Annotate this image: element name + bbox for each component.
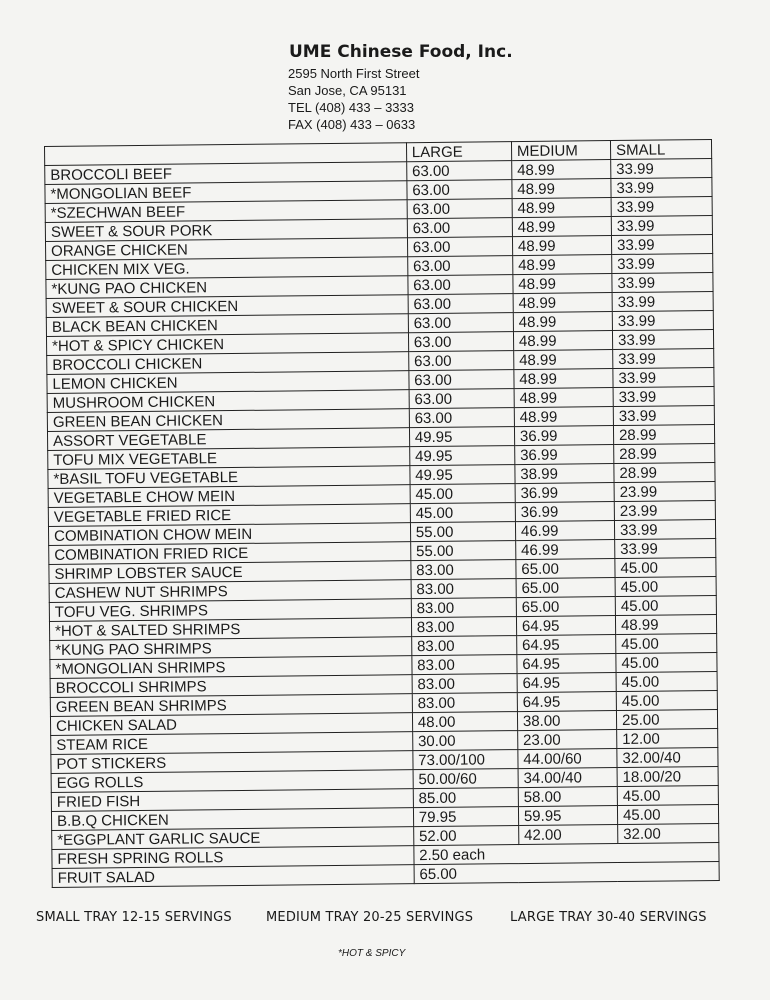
medium-tray-servings: MEDIUM TRAY 20-25 SERVINGS xyxy=(266,910,474,925)
price-large: 85.00 xyxy=(413,788,518,808)
street-address: 2595 North First Street xyxy=(288,66,420,81)
price-medium: 34.00/40 xyxy=(518,768,617,788)
large-tray-servings: LARGE TRAY 30-40 SERVINGS xyxy=(510,910,707,925)
price-medium: 48.99 xyxy=(512,160,611,180)
price-small: 45.00 xyxy=(616,690,717,710)
price-large: 83.00 xyxy=(412,655,517,675)
item-name: TOFU MIX VEGETABLE xyxy=(48,447,410,470)
price-medium: 48.99 xyxy=(513,331,612,351)
price-small: 12.00 xyxy=(617,728,718,748)
item-name: FRIED FISH xyxy=(51,789,413,812)
price-large: 83.00 xyxy=(411,598,516,618)
price-medium: 42.00 xyxy=(519,825,618,845)
item-name: *BASIL TOFU VEGETABLE xyxy=(48,466,410,489)
item-name: POT STICKERS xyxy=(51,751,413,774)
item-name: ASSORT VEGETABLE xyxy=(47,428,409,451)
item-name: BROCCOLI SHRIMPS xyxy=(50,675,412,698)
item-name: VEGETABLE FRIED RICE xyxy=(48,504,410,527)
price-small: 33.99 xyxy=(612,254,713,274)
item-name: EGG ROLLS xyxy=(51,770,413,793)
price-large: 83.00 xyxy=(411,617,516,637)
item-name: *SZECHWAN BEEF xyxy=(45,200,407,223)
price-large: 49.95 xyxy=(409,446,514,466)
price-all-sizes: 2.50 each xyxy=(414,842,719,864)
price-small: 33.99 xyxy=(612,273,713,293)
price-large: 49.95 xyxy=(410,465,515,485)
price-small: 33.99 xyxy=(615,538,716,558)
price-small: 45.00 xyxy=(617,804,718,824)
price-medium: 59.95 xyxy=(518,806,617,826)
price-small: 28.99 xyxy=(613,424,714,444)
price-large: 83.00 xyxy=(412,674,517,694)
price-large: 49.95 xyxy=(409,427,514,447)
price-large: 55.00 xyxy=(410,522,515,542)
price-large: 83.00 xyxy=(411,579,516,599)
item-name: *KUNG PAO CHICKEN xyxy=(46,276,408,299)
price-small: 23.99 xyxy=(614,481,715,501)
price-medium: 64.95 xyxy=(517,654,616,674)
price-small: 32.00 xyxy=(618,823,719,843)
item-name: *EGGPLANT GARLIC SAUCE xyxy=(52,827,414,850)
item-name: BROCCOLI CHICKEN xyxy=(47,352,409,375)
price-small: 45.00 xyxy=(616,652,717,672)
price-medium: 38.99 xyxy=(515,464,614,484)
item-name: GREEN BEAN CHICKEN xyxy=(47,409,409,432)
price-small: 33.99 xyxy=(613,405,714,425)
price-medium: 48.99 xyxy=(513,312,612,332)
price-medium: 65.00 xyxy=(516,597,615,617)
price-medium: 64.95 xyxy=(517,692,616,712)
item-name: SHRIMP LOBSTER SAUCE xyxy=(49,561,411,584)
price-small: 45.00 xyxy=(616,633,717,653)
price-small: 32.00/40 xyxy=(617,747,718,767)
price-medium: 44.00/60 xyxy=(518,749,617,769)
price-medium: 46.99 xyxy=(516,540,615,560)
price-medium: 48.99 xyxy=(512,179,611,199)
item-name: COMBINATION CHOW MEIN xyxy=(48,523,410,546)
item-name: COMBINATION FRIED RICE xyxy=(49,542,411,565)
item-name: *HOT & SALTED SHRIMPS xyxy=(49,618,411,641)
price-medium: 48.99 xyxy=(512,198,611,218)
price-small: 45.00 xyxy=(616,671,717,691)
price-medium: 36.99 xyxy=(515,445,614,465)
price-small: 33.99 xyxy=(614,519,715,539)
price-large: 79.95 xyxy=(413,807,518,827)
item-name: CHICKEN MIX VEG. xyxy=(46,257,408,280)
table-body xyxy=(45,159,720,888)
hot-spicy-note: *HOT & SPICY xyxy=(338,948,406,959)
price-large: 63.00 xyxy=(407,218,512,238)
price-small: 28.99 xyxy=(614,443,715,463)
price-large: 30.00 xyxy=(412,731,517,751)
price-large: 45.00 xyxy=(410,503,515,523)
company-address xyxy=(288,65,513,133)
price-medium: 48.99 xyxy=(513,293,612,313)
item-name: VEGETABLE CHOW MEIN xyxy=(48,485,410,508)
price-large: 83.00 xyxy=(411,560,516,580)
item-name: ORANGE CHICKEN xyxy=(46,238,408,261)
price-large: 63.00 xyxy=(407,199,512,219)
price-medium: 46.99 xyxy=(515,521,614,541)
price-medium: 48.99 xyxy=(514,350,613,370)
item-name: GREEN BEAN SHRIMPS xyxy=(50,694,412,717)
price-large: 63.00 xyxy=(408,294,513,314)
item-name: SWEET & SOUR CHICKEN xyxy=(46,295,408,318)
price-small: 28.99 xyxy=(614,462,715,482)
price-small: 23.99 xyxy=(614,500,715,520)
letterhead xyxy=(288,42,513,133)
price-medium: 64.95 xyxy=(516,616,615,636)
price-small: 33.99 xyxy=(611,178,712,198)
price-large: 63.00 xyxy=(408,313,513,333)
price-all-sizes: 65.00 xyxy=(414,861,719,883)
price-large: 73.00/100 xyxy=(413,750,518,770)
price-large: 63.00 xyxy=(407,256,512,276)
item-name: TOFU VEG. SHRIMPS xyxy=(49,599,411,622)
price-medium: 36.99 xyxy=(514,426,613,446)
price-small: 33.99 xyxy=(611,216,712,236)
item-name: FRUIT SALAD xyxy=(52,865,414,888)
price-small: 25.00 xyxy=(616,709,717,729)
item-name: BROCCOLI BEEF xyxy=(45,162,407,185)
price-small: 48.99 xyxy=(615,614,716,634)
price-small: 33.99 xyxy=(611,235,712,255)
price-large: 63.00 xyxy=(406,161,511,181)
price-medium: 48.99 xyxy=(514,388,613,408)
price-medium: 58.00 xyxy=(518,787,617,807)
price-small: 45.00 xyxy=(615,576,716,596)
fax: FAX (408) 433 – 0633 xyxy=(288,117,416,132)
item-name: FRESH SPRING ROLLS xyxy=(52,846,414,869)
price-large: 63.00 xyxy=(407,180,512,200)
price-large: 83.00 xyxy=(411,636,516,656)
price-large: 45.00 xyxy=(410,484,515,504)
price-large: 50.00/60 xyxy=(413,769,518,789)
price-small: 45.00 xyxy=(617,785,718,805)
price-table xyxy=(44,139,720,888)
price-large: 63.00 xyxy=(408,351,513,371)
price-large: 55.00 xyxy=(410,541,515,561)
price-medium: 64.95 xyxy=(517,673,616,693)
price-large: 48.00 xyxy=(412,712,517,732)
city-state-zip: San Jose, CA 95131 xyxy=(288,83,407,98)
small-tray-servings: SMALL TRAY 12-15 SERVINGS xyxy=(36,910,232,925)
item-name: BLACK BEAN CHICKEN xyxy=(46,314,408,337)
price-medium: 65.00 xyxy=(516,559,615,579)
price-medium: 38.00 xyxy=(517,711,616,731)
price-medium: 48.99 xyxy=(514,369,613,389)
price-small: 33.99 xyxy=(611,197,712,217)
company-name: UME Chinese Food, Inc. xyxy=(289,42,513,62)
telephone: TEL (408) 433 – 3333 xyxy=(288,100,414,115)
price-large: 63.00 xyxy=(407,237,512,257)
price-medium: 64.95 xyxy=(517,635,616,655)
price-medium: 36.99 xyxy=(515,502,614,522)
price-large: 63.00 xyxy=(409,370,514,390)
item-name: *MONGOLIAN SHRIMPS xyxy=(50,656,412,679)
price-large: 63.00 xyxy=(409,389,514,409)
price-small: 33.99 xyxy=(611,159,712,179)
price-small: 33.99 xyxy=(612,329,713,349)
item-name: *MONGOLIAN BEEF xyxy=(45,181,407,204)
price-medium: 48.99 xyxy=(512,217,611,237)
column-header-medium: MEDIUM xyxy=(511,141,610,161)
price-large: 63.00 xyxy=(409,408,514,428)
item-name: CASHEW NUT SHRIMPS xyxy=(49,580,411,603)
price-large: 52.00 xyxy=(413,826,518,846)
price-medium: 48.99 xyxy=(513,255,612,275)
item-name: CHICKEN SALAD xyxy=(50,713,412,736)
price-large: 63.00 xyxy=(408,275,513,295)
price-small: 33.99 xyxy=(613,367,714,387)
item-name: B.B.Q CHICKEN xyxy=(51,808,413,831)
item-name: LEMON CHICKEN xyxy=(47,371,409,394)
price-large: 63.00 xyxy=(408,332,513,352)
item-name: *HOT & SPICY CHICKEN xyxy=(46,333,408,356)
price-medium: 48.99 xyxy=(513,274,612,294)
price-medium: 23.00 xyxy=(518,730,617,750)
price-small: 18.00/20 xyxy=(617,766,718,786)
item-name: *KUNG PAO SHRIMPS xyxy=(50,637,412,660)
price-small: 33.99 xyxy=(613,386,714,406)
price-small: 45.00 xyxy=(615,595,716,615)
price-medium: 48.99 xyxy=(512,236,611,256)
price-medium: 48.99 xyxy=(514,407,613,427)
item-name: STEAM RICE xyxy=(51,732,413,755)
price-small: 33.99 xyxy=(612,311,713,331)
item-name: SWEET & SOUR PORK xyxy=(45,219,407,242)
price-large: 83.00 xyxy=(412,693,517,713)
price-small: 45.00 xyxy=(615,557,716,577)
price-small: 33.99 xyxy=(613,348,714,368)
price-medium: 65.00 xyxy=(516,578,615,598)
item-name: MUSHROOM CHICKEN xyxy=(47,390,409,413)
column-header-small: SMALL xyxy=(610,140,711,160)
price-medium: 36.99 xyxy=(515,483,614,503)
column-header-large: LARGE xyxy=(406,142,511,162)
price-small: 33.99 xyxy=(612,292,713,312)
